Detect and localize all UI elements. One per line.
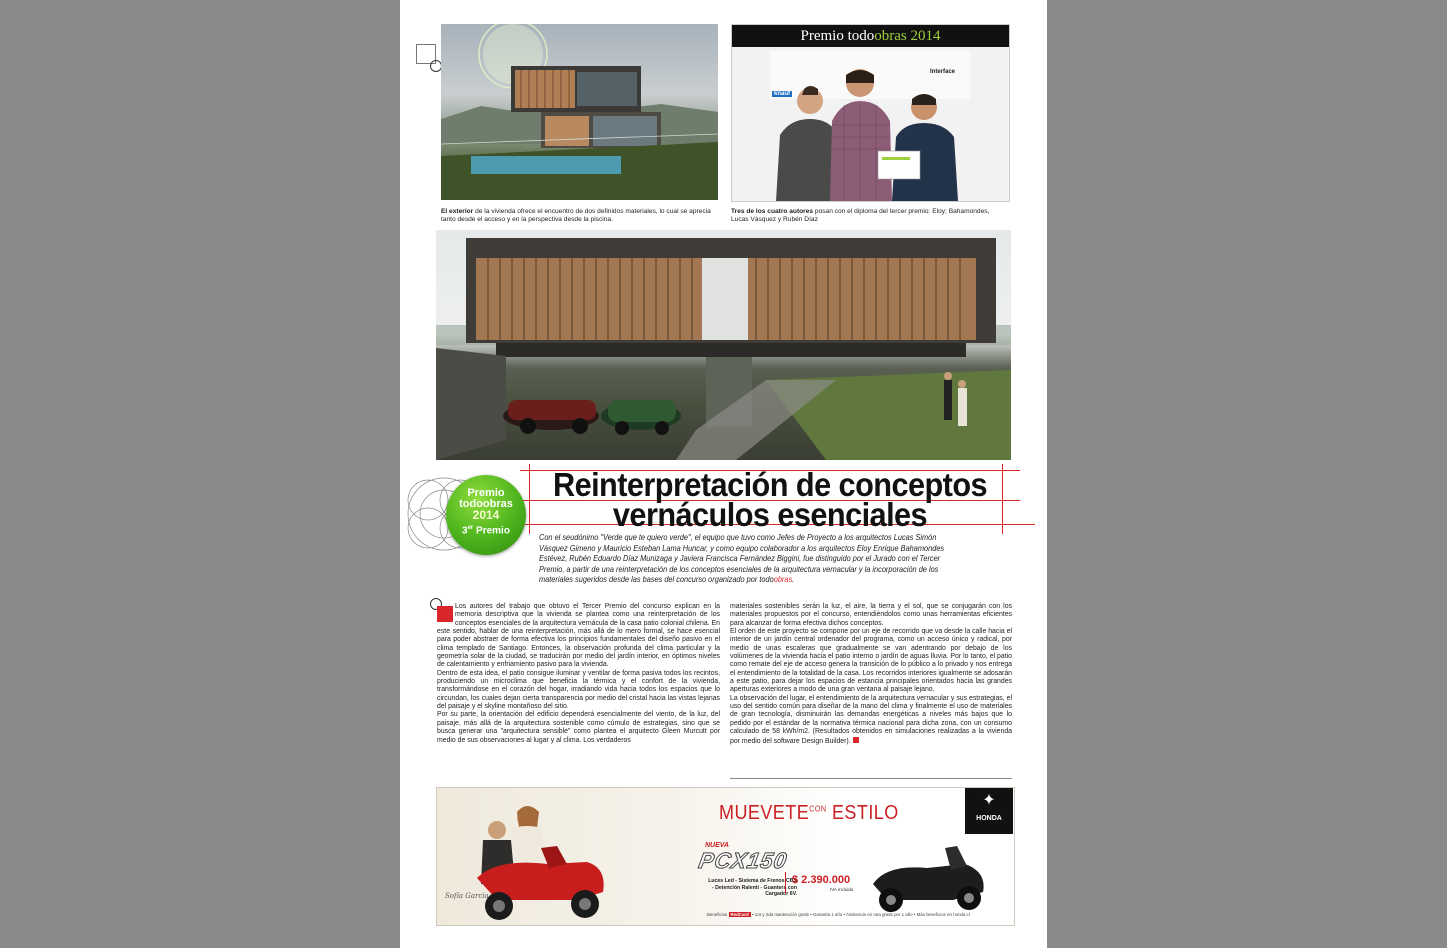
article-lead-text: Con el seudónimo "Verde que te quiero verde", el equipo que tuvo como Jefes de Proyecto a los arquitectos Lucas Simón Vásquez Gimeno y Mauricio Esteban Lama Huncar, y como equipo colaborador a los arquitectos Eloy Enrique Bahamondes Estévez, Rubén Eduardo Díaz Munizaga y Javiera Francisca Fernández Biggini, fue distinguido por el Jurado con el Tercer Premio, a partir de una reinterpretación de los conceptos esenciales de la arquitectura vernacular y la incorporación de los materiales sugeridos desde las bases del concurso organizado por <box>539 533 945 585</box>
ad-footer-label: Beneficios <box>707 912 728 917</box>
column-1-paragraph-2: Dentro de esta idea, el patio consigue iluminar y ventilar de forma pasiva todos los recintos, produciendo un microclima que beneficia la térmica y el confort de la vivienda, transformándose en el corazón del hogar, irradiando vida hacia todos los espacios que lo circundan, los cuales dejan cierta transparencia por medio del cristal hacia las vistas lejanas del paisaje y el skyline montañoso del sitio. <box>437 669 720 711</box>
ad-black-scooter-illustration <box>857 834 1007 914</box>
column-1-paragraph-1-text: Los autores del trabajo que obtuvo el Tercer Premio del concurso explican en la memoria descriptiva que la vivienda se plantea como una reinterpretación de los conceptos esenciales de la arquitectura vernácula de la casa patio colonial chilena. En este sentido, hablar de una reinterpretación, más allá de lo mero formal, se hace esencial para poder abstraer de forma efectiva los principios fundamentales del diseño pasivo en el clima templado de Santiago. Entonces, la observación profunda del clima particular y la geometría solar de la ciudad, se traducirán por medio del jardín interior, en óptimos niveles de calentamiento y enfriamiento pasivo para la vivienda. <box>437 603 720 669</box>
ad-headline <box>719 802 899 825</box>
ad-price: $ 2.390.000 <box>792 874 851 886</box>
sponsor-interface: Interface <box>930 69 956 75</box>
badge-rank-number: 3 <box>462 525 468 537</box>
ad-headline-con: CON <box>809 804 827 814</box>
ad-price-note: IVA Incluido <box>830 887 854 892</box>
ad-footer-text: • 1ra y 2da mantención gratis • Garantía 1 año • Asistencia en ruta gratis por 1 año • Más beneficios en honda.cl <box>752 912 970 917</box>
article-divider <box>730 778 1012 779</box>
ad-features-line1: Luces Led - Sistema de Frenos CBS <box>708 878 797 884</box>
badge-line-rank <box>446 522 526 537</box>
magazine-page <box>400 0 1047 948</box>
column-1-paragraph-3: Por su parte, la orientación del edificio dependerá esencialmente del viento, de la luz, del paisaje, más allá de la arquitectura sostenible como cúmulo de estrategias, sino que se busca generar una "arquitectura sensible" como plantea el arquitecto Gleen Murcutt por medio de sus observaciones al lugar y al clima. Los verdaderos <box>437 711 720 744</box>
article-title <box>538 466 1003 533</box>
exterior-caption-text: de la vivienda ofrece el encuentro de dos definidos materiales, lo cual se aprecia tanto desde el acceso y en la perspectiva desde la piscina. <box>441 208 711 224</box>
authors-caption-text: posan con el diploma del tercer premio: Eloy; Bahamondes, Lucas Vásquez y Rubén Díaz <box>731 208 990 224</box>
event-banner-year: 2014 <box>910 28 941 44</box>
column-2-paragraph-3 <box>730 695 1012 746</box>
badge-line-year: 2014 <box>472 508 500 522</box>
article-column-2 <box>730 603 1012 746</box>
end-square <box>853 737 859 743</box>
badge-rank-word: Premio <box>476 525 510 537</box>
sponsor-knauf: knauf <box>774 91 791 97</box>
wing-icon: ✦ <box>982 792 996 809</box>
badge-rank-suffix: er <box>467 525 474 531</box>
ad-scooter-couple-illustration <box>437 788 697 925</box>
authors-photo-caption <box>731 208 1008 224</box>
article-lead <box>539 533 951 586</box>
exterior-caption-bold: El exterior <box>441 208 474 215</box>
article-title-line1: Reinterpretación de conceptos <box>552 466 988 503</box>
ad-footer <box>707 912 1007 918</box>
column-2-paragraph-2: El orden de este proyecto se compone por un eje de recorrido que va desde la calle hacia el interior de un jardín central ordenador del programa, como un acceso único y radical, por medio de unas escaleras que gradualmente se van adentrando por debajo de los volúmenes de la vivienda hacia el patio interno o jardín de aguas lluvia. Por lo tanto, el patio como remate del eje de acceso genera la transición de lo público a lo privado y nos entrega el entendimiento de la totalidad de la casa. Los recorridos interiores igualmente se adosarán a este patio, para dejar los espacios de estancia principales orientados hacia las grandes aperturas exteriores a modo de una gran ventana al paisaje lejano. <box>730 628 1012 694</box>
article-column-1 <box>437 603 720 745</box>
ad-signature: Sofía Garcia <box>445 892 489 900</box>
house-exterior-illustration <box>441 24 718 200</box>
ad-footer-card: RedCard <box>730 912 749 917</box>
award-badge <box>446 475 526 555</box>
house-exterior-photo <box>441 24 718 200</box>
ad-nueva-label: NUEVA <box>705 842 729 849</box>
badge-line-premio: Premio <box>467 487 505 499</box>
column-2-paragraph-1: materiales sostenibles serán la luz, el aire, la tierra y el sol, que se conjugarán con los materiales propuestos por el concurso, entendiéndolos como unas herramientas eficientes para alcanzar de forma efectiva dichos conceptos. <box>730 603 1012 627</box>
honda-logo[interactable] <box>965 788 1013 834</box>
lead-brand-obras: obras <box>773 575 793 585</box>
guide-line-vertical-left <box>529 464 530 534</box>
exterior-photo-caption <box>441 208 718 224</box>
badge-line-brand: todoobras <box>459 498 513 510</box>
ad-price-box <box>785 872 864 894</box>
column-2-paragraph-3-text: La observación del lugar, el entendimiento de la arquitectura vernacular y sus estrategias, el uso del sentido común para diseñar de la mano del clima y finalmente el uso de materiales de gran tecnología, disminuirán las demandas energéticas a niveles más bajos que lo pedido por el estándar de la normativa térmica nacional para dicha zona, con un consumo calculado de 58 kWh/m2. (Resultados obtenidos en simulaciones realizadas a la vivienda por medio del software Design Builder). <box>730 694 1012 745</box>
event-banner-prefix: Premio <box>800 28 848 44</box>
award-winners-photo <box>731 24 1010 202</box>
house-facade-illustration <box>436 230 1011 460</box>
lead-end: . <box>792 575 795 585</box>
authors-caption-bold: Tres de los cuatro autores <box>731 208 814 215</box>
ad-headline-estilo: ESTILO <box>831 802 899 824</box>
ad-features-line2: - Detención Ralentí - Guantera con Cargador 6V. <box>711 884 797 897</box>
column-1-paragraph-1 <box>437 603 720 670</box>
article-title-line2: vernáculos esenciales <box>612 496 928 533</box>
award-winners-illustration <box>732 25 1009 201</box>
honda-advertisement[interactable] <box>436 787 1015 926</box>
honda-brand-label: HONDA <box>976 815 1002 822</box>
ad-features <box>707 878 797 898</box>
event-banner-brand-obras: obras <box>874 28 907 44</box>
event-banner-brand-todo: todo <box>847 28 875 44</box>
house-facade-render <box>436 230 1011 460</box>
ad-headline-muevete: MUEVETE <box>719 802 810 824</box>
drop-square <box>437 606 453 622</box>
lead-brand-todo: todo <box>759 575 774 585</box>
ad-model-name: PCX150 <box>696 848 790 873</box>
